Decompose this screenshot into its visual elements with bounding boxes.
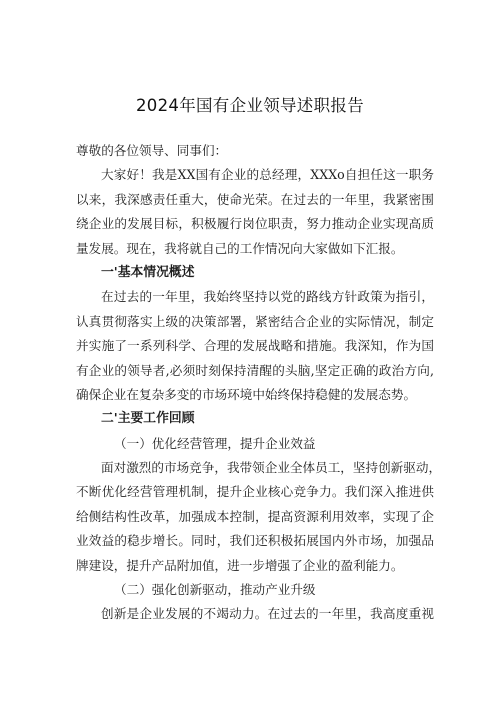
document-body [76,139,442,627]
salutation: 尊敬的各位领导、同事们： [76,143,228,158]
intro-line-2: 以来，我深感责任重大，使命光荣。在过去的一年里，我紧密围 [76,191,434,207]
section-1-line-2: 认真贯彻落实上级的决策部署，紧密结合企业的实际情况，制定 [76,313,434,329]
subsection-1-line-4: 业效益的稳步增长。同时，我们还积极拓展国内外市场，加强品 [76,533,434,549]
subsection-1-line-1: 面对激烈的市场竞争，我带领企业全体员工，坚持创新驱动， [101,460,442,476]
intro-line-1: 大家好！我是XX国有企业的总经理，XXXo自担任这一职务 [101,167,434,183]
section-1-line-1: 在过去的一年里，我始终坚持以党的路线方针政策为指引， [101,289,434,305]
section-1-line-3: 并实施了一系列科学、合理的发展战略和措施。我深知，作为国 [76,338,434,354]
section-2-heading: 二'主要工作回顾 [101,411,195,427]
subsection-1-line-5: 牌建设，提升产品附加值，进一步增强了企业的盈利能力。 [76,557,404,573]
document-title: 2024年国有企业领导述职报告 [136,96,364,115]
section-1-heading: 一'基本情况概述 [101,264,195,280]
subsection-1-heading: （一）优化经营管理，提升企业效益 [114,435,316,451]
subsection-1-line-3: 给侧结构性改革，加强成本控制，提高资源利用效率，实现了企 [76,508,434,524]
section-1-line-5: 确保企业在复杂多变的市场环境中始终保持稳健的发展态势。 [76,386,417,402]
subsection-2-heading: （二）强化创新驱动，推动产业升级 [114,582,316,598]
intro-line-3: 绕企业的发展目标，积极履行岗位职责，努力推动企业实现高质 [76,216,434,232]
subsection-1-line-2: 不断优化经营管理机制，提升企业核心竞争力。我们深入推进供 [76,484,434,500]
section-1-line-4: 有企业的领导者,必须时刻保持清醒的头脑,坚定正确的政治方向, [76,362,434,378]
intro-line-4: 量发展。现在，我将就自己的工作情况向大家做如下汇报。 [76,240,404,256]
subsection-2-line-1: 创新是企业发展的不竭动力。在过去的一年里，我高度重视 [101,606,434,622]
